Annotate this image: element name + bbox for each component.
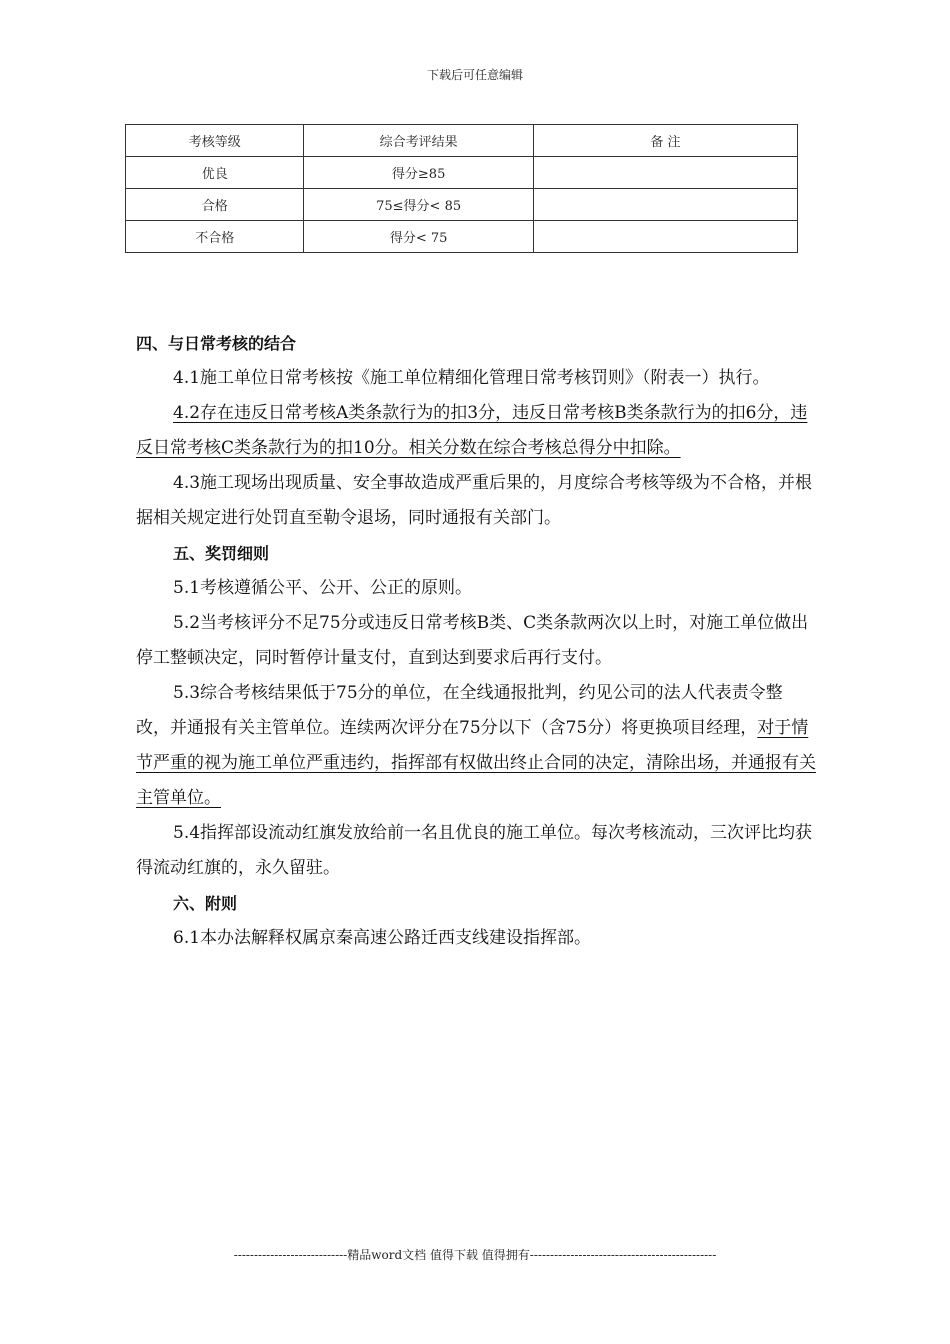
table-row — [126, 189, 798, 221]
paragraph-5-1: 5.1考核遵循公平、公开、公正的原则。 — [173, 578, 473, 598]
column-header: 综合考评结果 — [304, 125, 533, 157]
table-cell: 优良 — [126, 157, 304, 189]
table-cell: 合格 — [126, 189, 304, 221]
table-cell: 得分< 75 — [304, 221, 533, 253]
page-header: 下载后可任意编辑 — [426, 68, 523, 82]
table-cell — [533, 221, 797, 253]
underlined-text: 4.2存在违反日常考核A类条款行为的扣3分，违反日常考核B类条款行为的扣6分，违反日常考核C类条款行为的扣10分。相关分数在综合考核总得分中扣除。 — [136, 403, 808, 458]
section-heading-4: 四、与日常考核的结合 — [136, 334, 297, 353]
grade-table — [125, 124, 798, 253]
table-cell: 不合格 — [126, 221, 304, 253]
table-cell — [533, 189, 797, 221]
table-cell: 得分≥85 — [304, 157, 533, 189]
paragraph-5-3 — [136, 676, 816, 816]
paragraph-5-2: 5.2当考核评分不足75分或违反日常考核B类、C类条款两次以上时，对施工单位做出停工整顿决定，同时暂停计量支付，直到达到要求后再行支付。 — [136, 613, 809, 668]
section-heading-6: 六、附则 — [173, 894, 238, 913]
paragraph-4-2 — [136, 396, 816, 466]
table-header-row — [126, 125, 798, 157]
column-header: 备 注 — [533, 125, 797, 157]
table-cell — [533, 157, 797, 189]
section-heading-5: 五、奖罚细则 — [173, 544, 270, 563]
table-cell: 75≤得分< 85 — [304, 189, 533, 221]
table-row — [126, 157, 798, 189]
paragraph-5-4: 5.4指挥部设流动红旗发放给前一名且优良的施工单位。每次考核流动，三次评比均获得流动红旗的，永久留驻。 — [136, 823, 813, 878]
column-header: 考核等级 — [126, 125, 304, 157]
plain-text: 5.3综合考核结果低于75分的单位，在全线通报批判，约见公司的法人代表责令整改，并通报有关主管单位。连续两次评分在75分以下（含75分）将更换项目经理， — [136, 683, 783, 738]
paragraph-4-3: 4.3施工现场出现质量、安全事故造成严重后果的，月度综合考核等级为不合格，并根据相关规定进行处罚直至勒令退场，同时通报有关部门。 — [136, 473, 813, 528]
paragraph-6-1: 6.1本办法解释权属京秦高速公路迁西支线建设指挥部。 — [173, 928, 592, 948]
underlined-text: 对于情节严重的视为施工单位严重违约，指挥部有权做出终止合同的决定，清除出场，并通报有关主管单位。 — [136, 718, 816, 808]
document-body — [136, 326, 816, 956]
table-row — [126, 221, 798, 253]
paragraph-4-1: 4.1施工单位日常考核按《施工单位精细化管理日常考核罚则》（附表一）执行。 — [173, 368, 770, 388]
page-footer: ----------------------------精品word文档 值得下载 值得拥有---------------------------------------------- — [233, 1248, 717, 1262]
